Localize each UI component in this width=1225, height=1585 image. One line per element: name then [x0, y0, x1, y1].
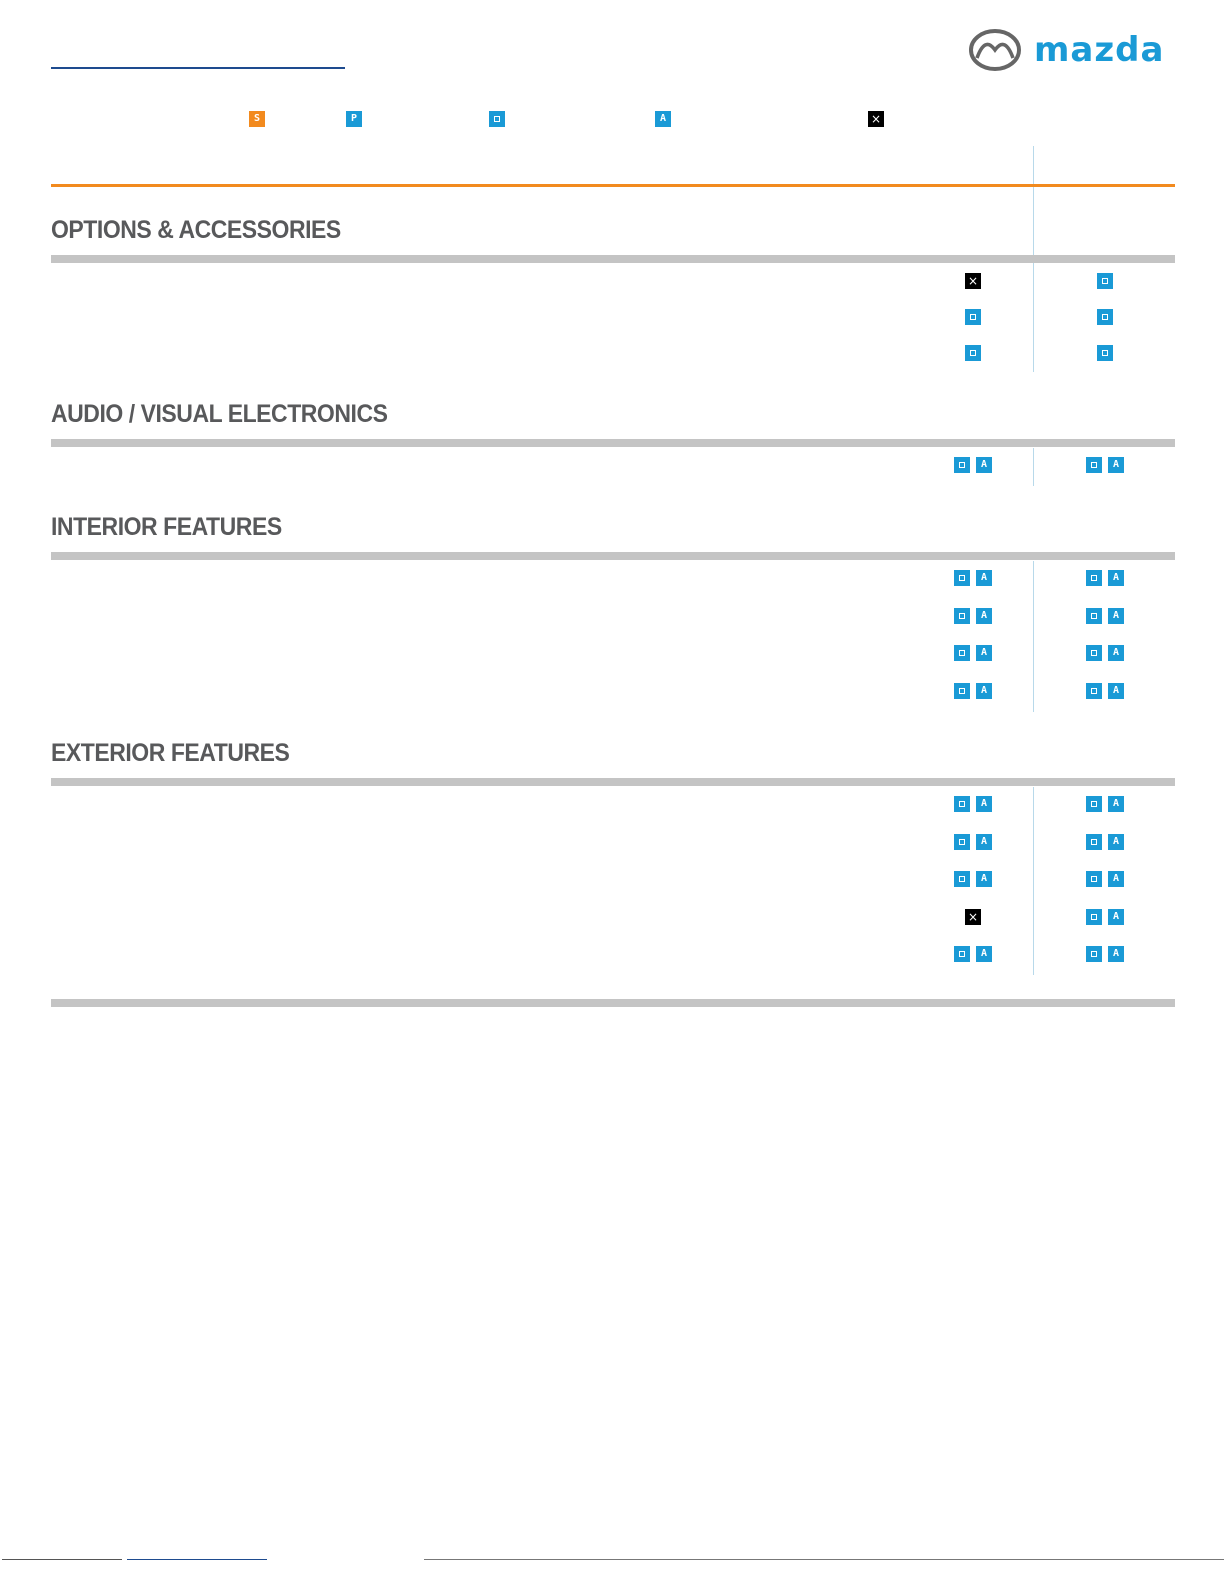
table-row: [51, 861, 1175, 897]
trim-1-cell: [931, 560, 1015, 596]
not-available-badge-icon: ×: [965, 273, 981, 289]
table-row: [51, 936, 1175, 972]
trim-2-cell: [1064, 335, 1146, 371]
optional-badge-icon: [954, 796, 970, 812]
trim-2-cell: [1064, 936, 1146, 972]
accessory-badge-icon: A: [1108, 683, 1124, 699]
trim-2-cell: [1064, 598, 1146, 634]
optional-badge-icon: [965, 309, 981, 325]
mazda-wordmark: mazda: [1034, 30, 1165, 70]
header-rule: [51, 184, 1175, 187]
footer-rule: [424, 1559, 1224, 1560]
trim-1-cell: [931, 299, 1015, 335]
accessory-badge-icon: A: [1108, 570, 1124, 586]
trim-2-cell: [1064, 824, 1146, 860]
footer-link-rule: [127, 1559, 267, 1560]
standard-badge-icon: S: [249, 111, 265, 127]
section-bar: [51, 552, 1175, 560]
section-bar: [51, 439, 1175, 447]
footer-rule: [2, 1559, 122, 1560]
optional-badge-icon: [954, 683, 970, 699]
table-row: [51, 263, 1175, 299]
trim-1-cell: [931, 824, 1015, 860]
accessory-badge-icon: A: [1108, 834, 1124, 850]
trim-2-cell: [1064, 635, 1146, 671]
optional-badge-icon: [954, 871, 970, 887]
accessory-badge-icon: A: [976, 570, 992, 586]
accessory-badge-icon: A: [1108, 645, 1124, 661]
table-bottom-bar: [51, 999, 1175, 1007]
trim-1-cell: [931, 635, 1015, 671]
optional-badge-icon: [1086, 946, 1102, 962]
table-row: [51, 447, 1175, 483]
section-title: OPTIONS & ACCESSORIES: [51, 216, 341, 244]
legend-not-available: [868, 111, 884, 129]
accessory-badge-icon: A: [976, 457, 992, 473]
trim-2-cell: [1064, 299, 1146, 335]
accessory-badge-icon: A: [976, 645, 992, 661]
trim-2-cell: [1064, 447, 1146, 483]
trim-1-cell: [931, 899, 1015, 935]
optional-badge-icon: [954, 570, 970, 586]
accessory-badge-icon: A: [976, 834, 992, 850]
mazda-logo: [968, 26, 1176, 74]
trim-1-cell: [931, 861, 1015, 897]
accessory-badge-icon: A: [1108, 909, 1124, 925]
not-available-badge-icon: ×: [868, 111, 884, 127]
accessory-badge-icon: A: [976, 796, 992, 812]
optional-badge-icon: [1097, 345, 1113, 361]
table-row: [51, 673, 1175, 709]
optional-badge-icon: [954, 834, 970, 850]
accessory-badge-icon: A: [1108, 871, 1124, 887]
title-underline: [51, 67, 345, 69]
table-row: [51, 824, 1175, 860]
table-row: [51, 899, 1175, 935]
optional-badge-icon: [954, 608, 970, 624]
legend-standard: [249, 111, 265, 129]
optional-badge-icon: [1086, 834, 1102, 850]
trim-2-cell: [1064, 673, 1146, 709]
accessory-badge-icon: A: [976, 871, 992, 887]
optional-badge-icon: [954, 457, 970, 473]
trim-1-cell: [931, 936, 1015, 972]
section-bar: [51, 778, 1175, 786]
section-bar: [51, 255, 1175, 263]
accessory-badge-icon: A: [976, 683, 992, 699]
package-badge-icon: P: [346, 111, 362, 127]
accessory-badge-icon: A: [1108, 457, 1124, 473]
legend-accessory: [655, 111, 671, 129]
legend-optional: [489, 111, 505, 129]
trim-2-cell: [1064, 899, 1146, 935]
trim-1-cell: [931, 598, 1015, 634]
optional-badge-icon: [1086, 796, 1102, 812]
trim-2-cell: [1064, 560, 1146, 596]
accessory-badge-icon: A: [976, 946, 992, 962]
optional-badge-icon: [489, 111, 505, 127]
optional-badge-icon: [954, 645, 970, 661]
optional-badge-icon: [1086, 909, 1102, 925]
optional-badge-icon: [954, 946, 970, 962]
trim-2-cell: [1064, 786, 1146, 822]
section-title: AUDIO / VISUAL ELECTRONICS: [51, 400, 388, 428]
mazda-emblem-icon: [968, 28, 1022, 72]
accessory-badge-icon: A: [1108, 946, 1124, 962]
optional-badge-icon: [1086, 871, 1102, 887]
optional-badge-icon: [1097, 309, 1113, 325]
trim-1-cell: [931, 263, 1015, 299]
table-row: [51, 560, 1175, 596]
trim-2-cell: [1064, 263, 1146, 299]
table-row: [51, 335, 1175, 371]
accessory-badge-icon: A: [655, 111, 671, 127]
table-row: [51, 786, 1175, 822]
section-title: EXTERIOR FEATURES: [51, 739, 290, 767]
optional-badge-icon: [1097, 273, 1113, 289]
legend-package: [346, 111, 362, 129]
trim-2-cell: [1064, 861, 1146, 897]
optional-badge-icon: [1086, 570, 1102, 586]
optional-badge-icon: [1086, 608, 1102, 624]
accessory-badge-icon: A: [976, 608, 992, 624]
accessory-badge-icon: A: [1108, 608, 1124, 624]
table-row: [51, 299, 1175, 335]
trim-1-cell: [931, 786, 1015, 822]
section-title: INTERIOR FEATURES: [51, 513, 282, 541]
optional-badge-icon: [1086, 683, 1102, 699]
table-row: [51, 635, 1175, 671]
optional-badge-icon: [965, 345, 981, 361]
table-row: [51, 598, 1175, 634]
optional-badge-icon: [1086, 645, 1102, 661]
trim-1-cell: [931, 447, 1015, 483]
accessory-badge-icon: A: [1108, 796, 1124, 812]
trim-1-cell: [931, 673, 1015, 709]
trim-1-cell: [931, 335, 1015, 371]
optional-badge-icon: [1086, 457, 1102, 473]
not-available-badge-icon: ×: [965, 909, 981, 925]
legend: [0, 111, 1225, 129]
